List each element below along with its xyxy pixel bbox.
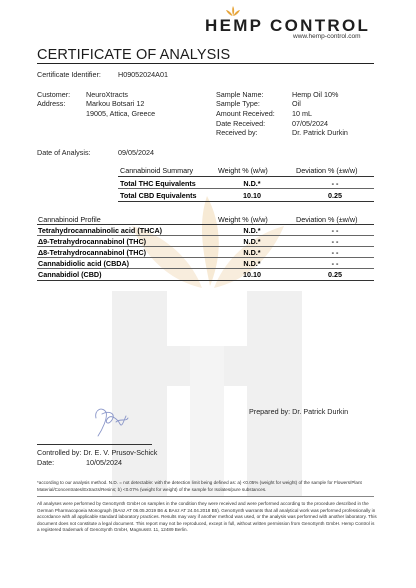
received-by-label: Received by: bbox=[216, 128, 258, 137]
profile-row-name: Tetrahydrocannabinolic acid (THCA) bbox=[38, 226, 163, 235]
date-of-analysis-value: 09/05/2024 bbox=[118, 148, 154, 157]
received-by-value: Dr. Patrick Durkin bbox=[292, 128, 348, 137]
profile-row-name: Cannabidiol (CBD) bbox=[38, 270, 102, 279]
profile-row-divider bbox=[37, 268, 374, 269]
date-received-value: 07/05/2024 bbox=[292, 119, 328, 128]
control-date-label: Date: bbox=[37, 458, 55, 467]
cannabinoid-profile-table bbox=[37, 212, 374, 282]
cert-id-value: H09052024A01 bbox=[118, 70, 168, 79]
summary-row-deviation: 0.25 bbox=[328, 191, 342, 200]
profile-row-deviation: - - bbox=[331, 259, 339, 268]
summary-row-name: Total THC Equivalents bbox=[120, 179, 196, 188]
profile-header-divider bbox=[37, 224, 374, 225]
summary-row-deviation: - - bbox=[331, 179, 339, 188]
profile-row-deviation: - - bbox=[331, 226, 339, 235]
profile-header-deviation: Deviation % (±w/w) bbox=[296, 215, 358, 224]
footnote-disclaimer: All analyses were performed by GenoSynth GmbH on samples in the condition they were received and were performed according to the procedure described in the German Pharmacopoeia Monograph (BAnz AT 06.05.2019 B6 & BAnz AT 24.04.2018 B5). GenoSynth warrants that all analytical work was performed professionally in accordance with all applicable standard laboratory practices. Results may vary if another method was used, or the analysis was performed with another laboratory. This document does not constitute a legal document. This report may not be reproduced, except in full, without written permission from GenoSynth GmbH. Hemp Control is a registered trademark of GenoSynth GmbH, Magnusstr. 11, 12489 Berlin. bbox=[37, 501, 377, 533]
prepared-by: Prepared by: Dr. Patrick Durkin bbox=[249, 407, 349, 416]
controlled-by: Controlled by: Dr. E. V. Prusov-Schick bbox=[37, 448, 158, 457]
summary-row-divider bbox=[118, 188, 374, 189]
profile-header-weight: Weight % (w/w) bbox=[218, 215, 268, 224]
summary-row-weight: 10.10 bbox=[243, 191, 261, 200]
profile-row-divider bbox=[37, 257, 374, 258]
title-divider bbox=[37, 63, 374, 64]
profile-row-weight: N.D.* bbox=[243, 237, 261, 246]
footnote-divider bbox=[37, 496, 374, 497]
sample-name-value: Hemp Oil 10% bbox=[292, 90, 339, 99]
address-line-1: Markou Botsari 12 bbox=[86, 99, 145, 108]
summary-row-name: Total CBD Equivalents bbox=[120, 191, 197, 200]
signature-line bbox=[37, 444, 152, 445]
profile-row-name: Δ9-Tetrahydrocannabinol (THC) bbox=[38, 237, 147, 246]
customer-value: NeuroXtracts bbox=[86, 90, 128, 99]
summary-header-deviation: Deviation % (±w/w) bbox=[296, 166, 358, 175]
sample-type-value: Oil bbox=[292, 99, 301, 108]
profile-row-weight: 10.10 bbox=[243, 270, 261, 279]
amount-received-label: Amount Received: bbox=[216, 109, 275, 118]
profile-header-name: Cannabinoid Profile bbox=[38, 215, 101, 224]
cert-id-label: Certificate Identifier: bbox=[37, 70, 101, 79]
summary-row-weight: N.D.* bbox=[243, 179, 261, 188]
summary-header-name: Cannabinoid Summary bbox=[120, 166, 194, 175]
control-date-value: 10/05/2024 bbox=[86, 458, 122, 467]
profile-row-name: Cannabidiolic acid (CBDA) bbox=[38, 259, 130, 268]
page-title: CERTIFICATE OF ANALYSIS bbox=[37, 47, 231, 63]
profile-row-deviation: - - bbox=[331, 248, 339, 257]
profile-row-divider bbox=[37, 246, 374, 247]
profile-bottom-divider bbox=[37, 280, 374, 281]
summary-header-weight: Weight % (w/w) bbox=[218, 166, 268, 175]
profile-row-deviation: 0.25 bbox=[328, 270, 342, 279]
profile-row-divider bbox=[37, 235, 374, 236]
amount-received-value: 10 mL bbox=[292, 109, 312, 118]
footnote-detection: *according to our analysis method. N.D. = not detectable: with the detection limit being defined as: a) <0.05% (weight for weight) of the sample for Flowers/Plant Material/Concentrates/Extracts/Resins; b) <0.07% (weight for weight) of the sample for Isolates/pure substances. bbox=[37, 480, 362, 492]
sample-type-label: Sample Type: bbox=[216, 99, 260, 108]
profile-row-name: Δ8-Tetrahydrocannabinol (THC) bbox=[38, 248, 147, 257]
address-label: Address: bbox=[37, 99, 66, 108]
date-received-label: Date Received: bbox=[216, 119, 266, 128]
address-line-2: 19005, Attica, Greece bbox=[86, 109, 156, 118]
summary-header-divider bbox=[118, 176, 374, 177]
brand-url: www.hemp-control.com bbox=[293, 33, 361, 40]
cannabinoid-summary-table bbox=[118, 163, 374, 203]
profile-row-weight: N.D.* bbox=[243, 259, 261, 268]
sample-name-label: Sample Name: bbox=[216, 90, 264, 99]
customer-label: Customer: bbox=[37, 90, 71, 99]
date-of-analysis-label: Date of Analysis: bbox=[37, 148, 91, 157]
summary-bottom-divider bbox=[118, 201, 374, 202]
profile-row-weight: N.D.* bbox=[243, 226, 261, 235]
profile-row-weight: N.D.* bbox=[243, 248, 261, 257]
profile-row-deviation: - - bbox=[331, 237, 339, 246]
handwritten-signature bbox=[90, 400, 134, 440]
brand-logo-text: HEMP CONTROL bbox=[205, 16, 371, 35]
